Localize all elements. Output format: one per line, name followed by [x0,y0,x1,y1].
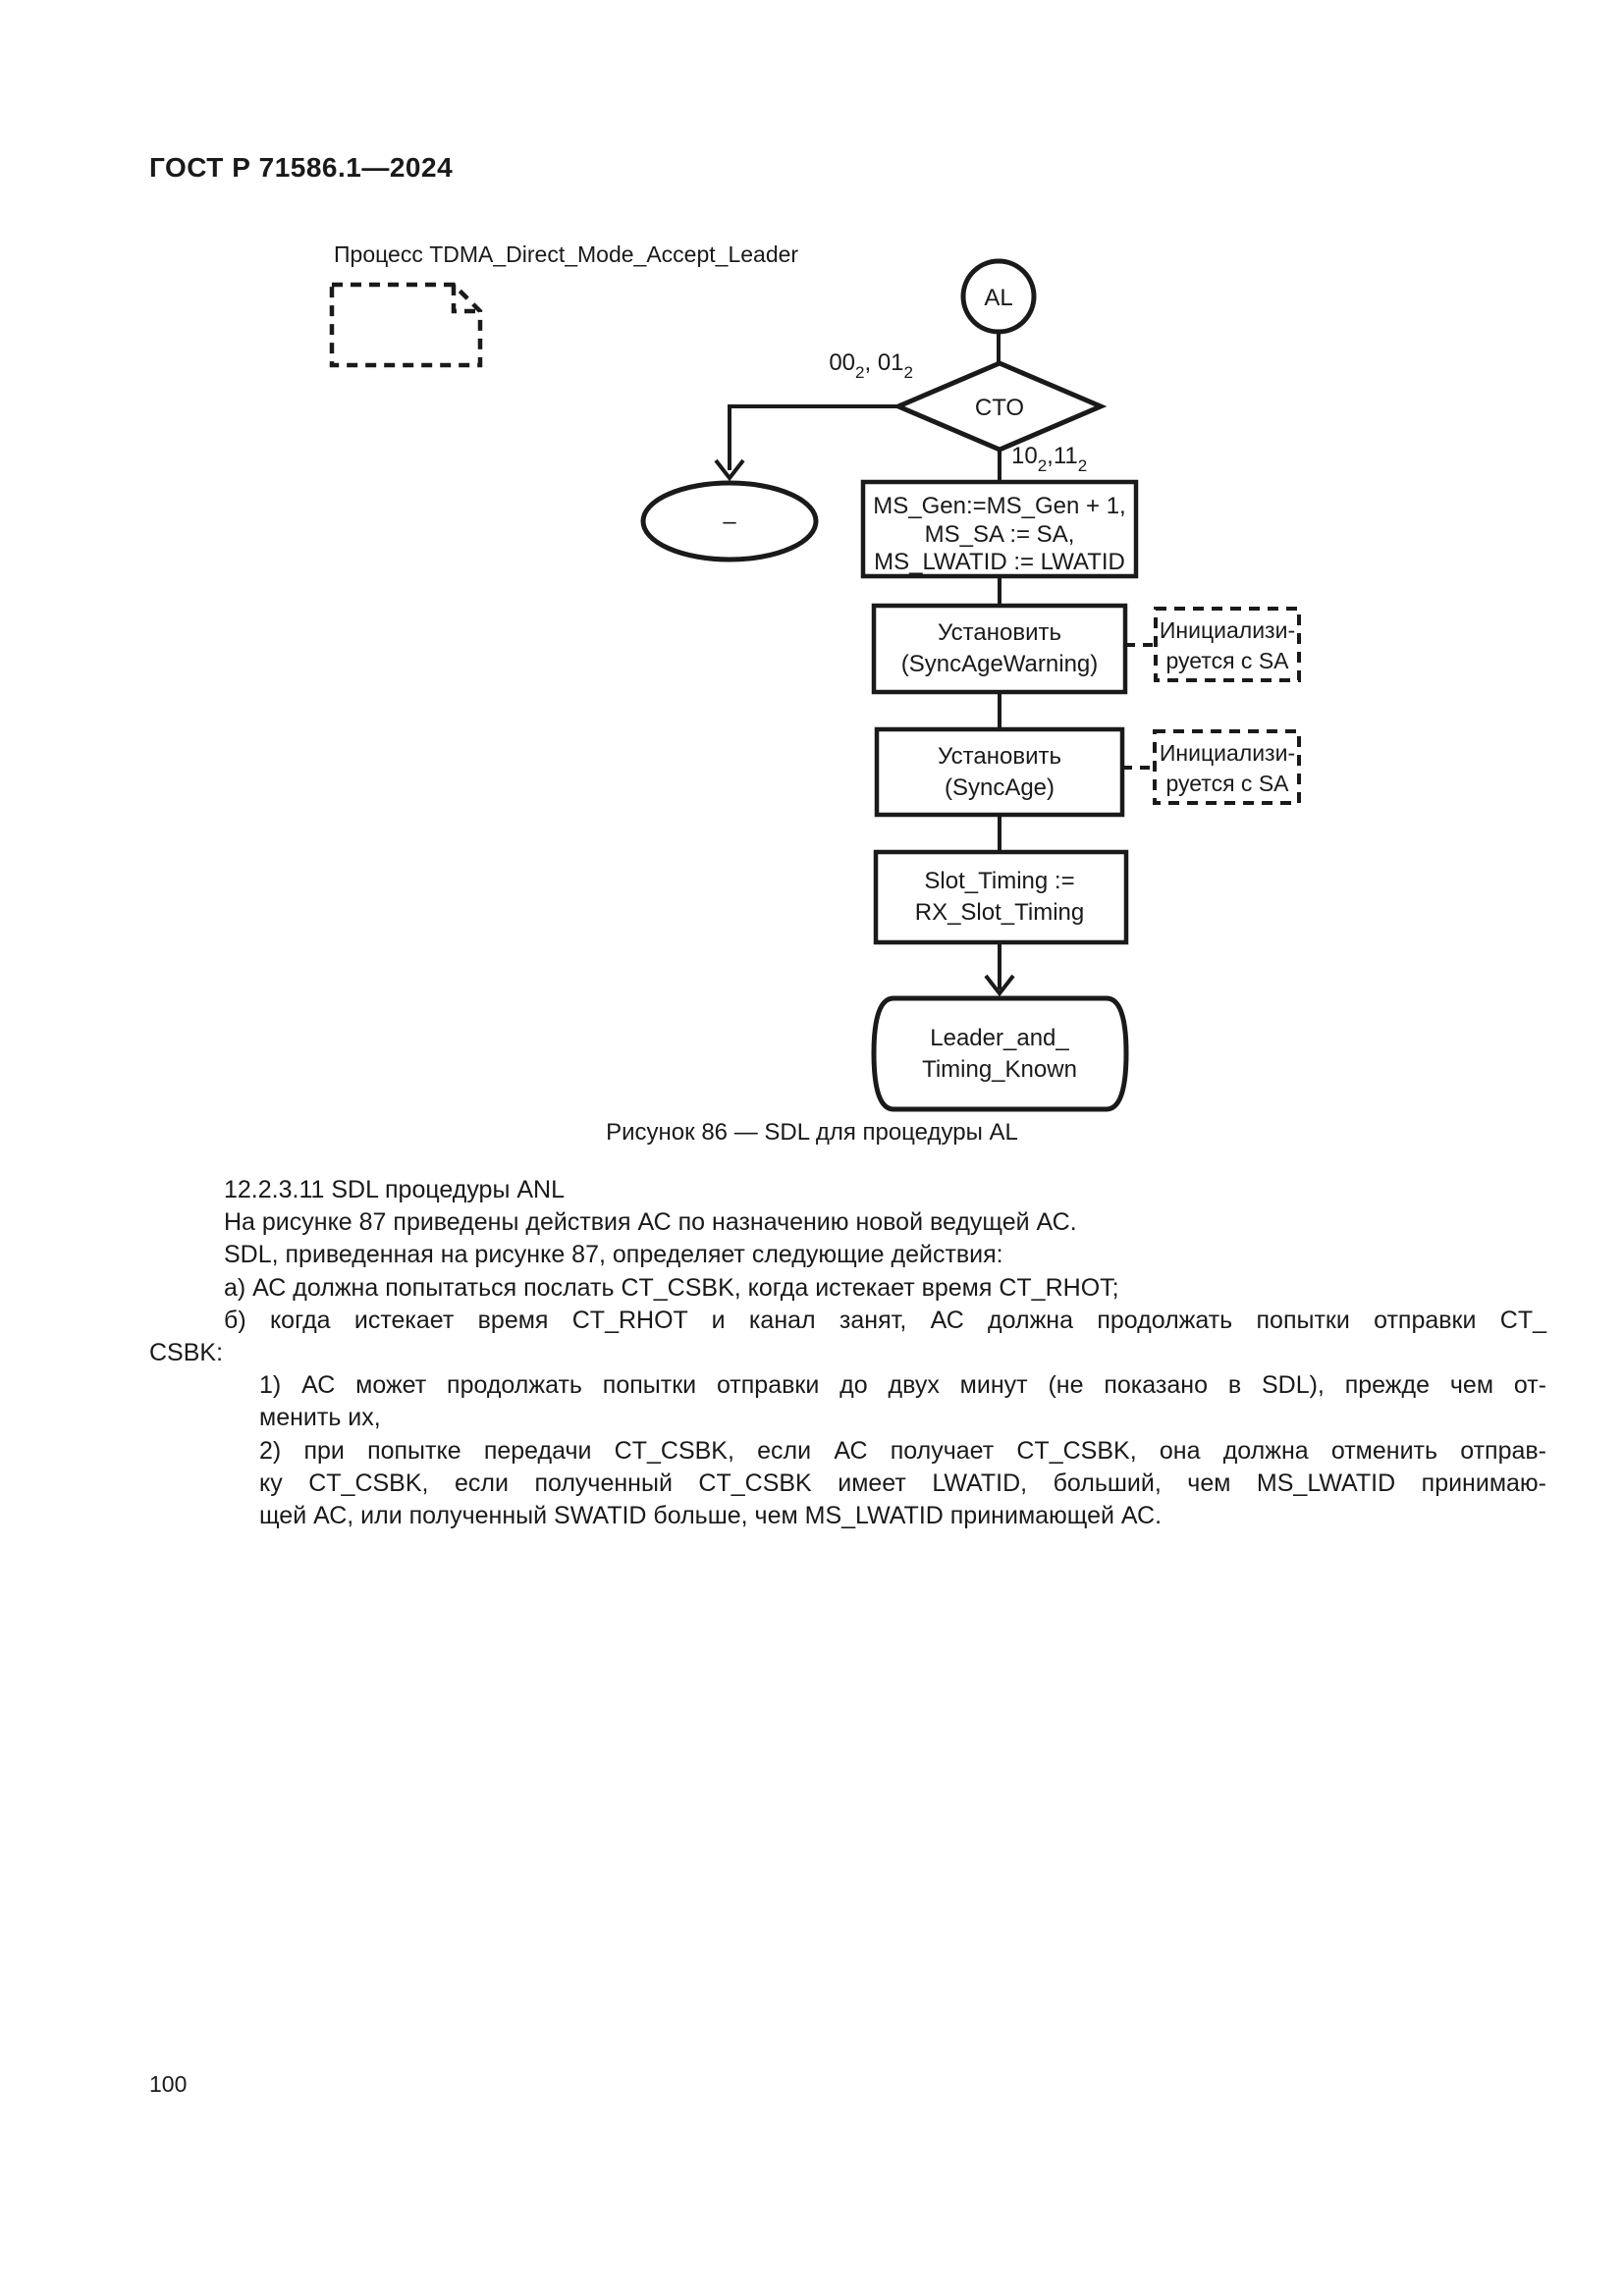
figure-caption: Рисунок 86 — SDL для процедуры AL [606,1119,1018,1146]
text-line: На рисунке 87 приведены действия АС по назначению новой ведущей АС. [224,1208,1077,1237]
text-line: SDL, приведенная на рисунке 87, определяет следующие действия: [224,1241,1003,1269]
branch-left-label: $00_2$, $01_2$ [829,349,913,382]
comment2-line2: руется с SA [1165,771,1289,796]
comment1-line1: Инициализи- [1159,617,1296,643]
text-line: б) когда истекает время CT_RHOT и канал занят, АС должна продолжать попытки отправки CT_ [224,1306,1546,1334]
end-state-shape [874,998,1126,1109]
text-line: щей АС, или полученный SWATID больше, чем MS_LWATID принимающей АС. [259,1502,1163,1530]
start-state-label: AL [984,285,1013,311]
decision-label: CTO [974,395,1025,421]
body-text [149,1174,1546,1532]
process-label: Процесс TDMA_Direct_Mode_Accept_Leader [334,241,799,267]
slot-timing-line2: RX_Slot_Timing [914,899,1085,926]
branch-left-line [730,406,898,470]
task-box-line3: MS_LWATID := LWATID [874,549,1125,575]
task-box-line1: MS_Gen:=MS_Gen + 1, [873,493,1126,519]
set-syncagewarning-line1: Установить [938,619,1061,646]
text-line: CSBK: [149,1339,224,1367]
end-state-line1: Leader_and_ [930,1025,1069,1051]
task-box-line2: MS_SA := SA, [924,521,1075,548]
text-line: 1) АС может продолжать попытки отправки до двух минут (не показано в SDL), прежде чем от- [259,1371,1546,1400]
text-line: а) АС должна попытаться послать CT_CSBK, когда истекает время CT_RHOT; [224,1273,1119,1302]
text-line: менить их, [259,1404,381,1432]
text-symbol [332,285,480,365]
text-line: 12.2.3.11 SDL процедуры ANL [224,1176,565,1203]
dash-state-label: – [723,508,736,535]
slot-timing-box [876,852,1126,942]
slot-timing-line1: Slot_Timing := [924,868,1075,894]
page-number: 100 [149,2071,188,2097]
comment1-line2: руется с SA [1165,648,1289,673]
branch-right-label: $10_2,11_2$ [1011,443,1088,475]
set-syncage-line2: (SyncAge) [944,774,1056,801]
set-syncagewarning-line2: (SyncAgeWarning) [900,651,1099,677]
text-line: 2) при попытке передачи CT_CSBK, если АС получает CT_CSBK, она должна отменить отправ- [259,1436,1546,1465]
end-state-line2: Timing_Known [922,1056,1077,1083]
document-header: ГОСТ Р 71586.1—2024 [149,152,454,183]
set-syncage-line1: Установить [938,743,1061,770]
text-line: ку CT_CSBK, если полученный CT_CSBK имеет LWATID, больший, чем MS_LWATID принимаю- [259,1468,1546,1497]
comment2-line1: Инициализи- [1159,740,1296,766]
